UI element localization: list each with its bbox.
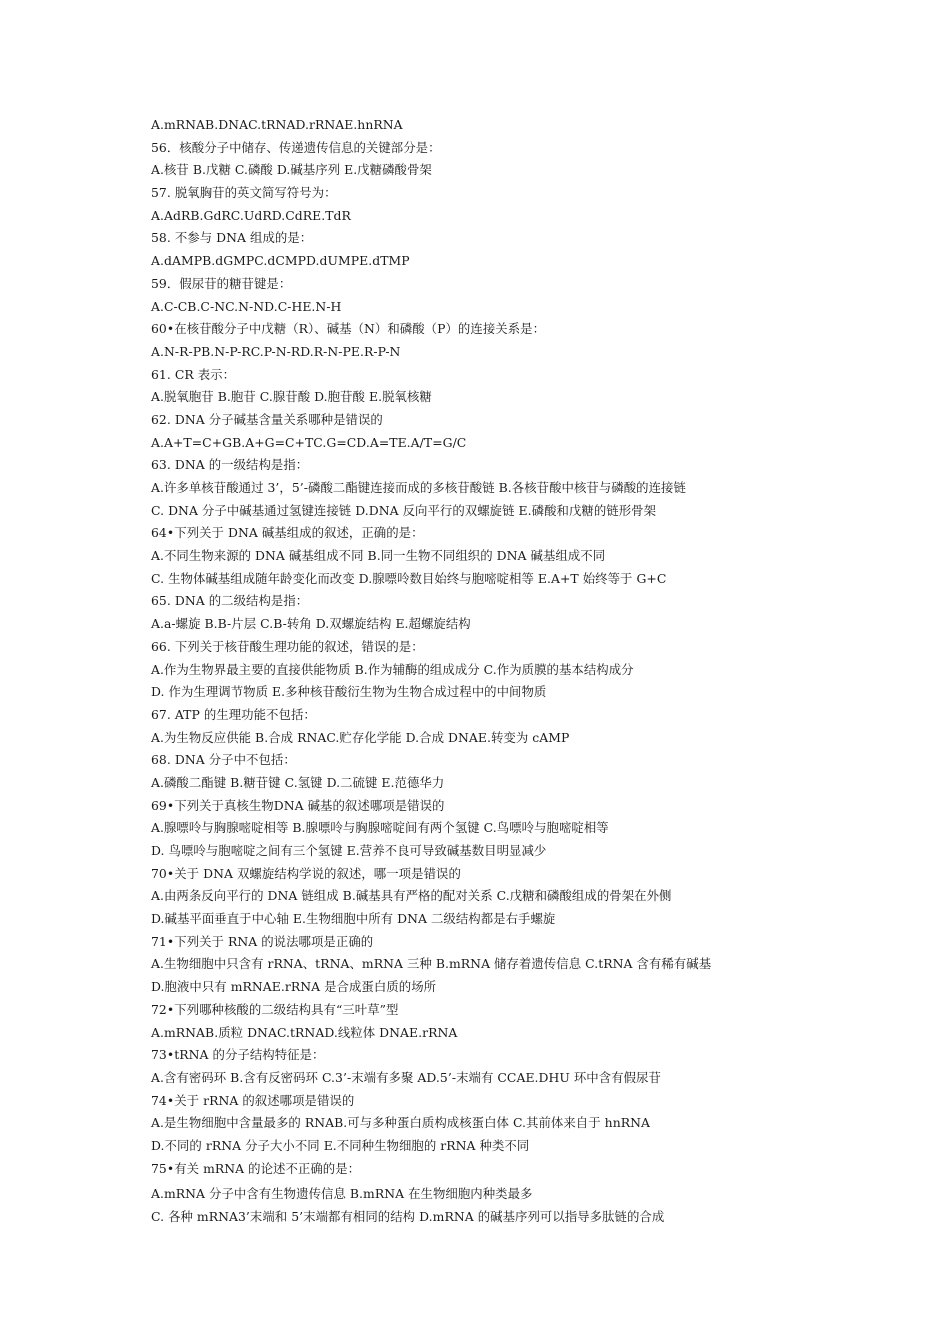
question-list <box>151 114 911 1229</box>
text-line: A.a-螺旋 B.B-片层 C.B-转角 D.双螺旋结构 E.超螺旋结构 <box>151 616 471 632</box>
text-line: A.AdRB.GdRC.UdRD.CdRE.TdR <box>151 207 351 223</box>
text-line: A.为生物反应供能 B.合成 RNAC.贮存化学能 D.合成 DNAE.转变为 cAMP <box>151 729 570 745</box>
text-line: D.不同的 rRNA 分子大小不同 E.不同种生物细胞的 rRNA 种类不同 <box>151 1137 530 1153</box>
text-line: 64•下列关于 DNA 碱基组成的叙述，正确的是： <box>151 525 424 541</box>
text-line: 63. DNA 的一级结构是指： <box>151 457 309 473</box>
text-line: A.生物细胞中只含有 rRNA、tRNA、mRNA 三种 B.mRNA 储存着遗传信息 C.tRNA 含有稀有碱基 <box>151 956 712 972</box>
text-line: C. DNA 分子中碱基通过氢键连接链 D.DNA 反向平行的双螺旋链 E.磷酸和戊糖的链形骨架 <box>151 502 657 518</box>
text-line: A.mRNAB.质粒 DNAC.tRNAD.线粒体 DNAE.rRNA <box>151 1024 458 1040</box>
text-line: A.是生物细胞中含量最多的 RNAB.可与多种蛋白质构成核蛋白体 C.其前体来自于 hnRNA <box>151 1115 650 1131</box>
text-line: A.N-R-PB.N-P-RC.P-N-RD.R-N-PE.R-P-N <box>151 343 401 359</box>
text-line: D. 鸟嘌呤与胞嘧啶之间有三个氢键 E.营养不良可导致碱基数目明显减少 <box>151 843 547 858</box>
text-line: A.许多单核苷酸通过 3’，5’-磷酸二酯键连接而成的多核苷酸链 B.各核苷酸中核苷与磷酸的连接链 <box>151 480 686 495</box>
text-line: A.核苷 B.戊糖 C.磷酸 D.碱基序列 E.戊糖磷酸骨架 <box>151 162 432 178</box>
text-line: A.作为生物界最主要的直接供能物质 B.作为辅酶的组成成分 C.作为质膜的基本结构成分 <box>151 661 634 677</box>
text-line: A.不同生物来源的 DNA 碱基组成不同 B.同一生物不同组织的 DNA 碱基组成不同 <box>151 548 606 564</box>
text-line: 74•关于 rRNA 的叙述哪项是错误的 <box>151 1092 355 1108</box>
text-line: A.腺嘌呤与胸腺嘧啶相等 B.腺嘌呤与胸腺嘧啶间有两个氢键 C.鸟嘌呤与胞嘧啶相等 <box>151 820 609 836</box>
text-line: 75•有关 mRNA 的论述不正确的是： <box>151 1160 361 1176</box>
text-line: 73•tRNA 的分子结构特征是： <box>151 1047 325 1063</box>
text-line: D.碱基平面垂直于中心轴 E.生物细胞中所有 DNA 二级结构都是右手螺旋 <box>151 911 556 927</box>
text-line: 56．核酸分子中储存、传递遗传信息的关键部分是： <box>151 139 441 155</box>
text-line: 71•下列关于 RNA 的说法哪项是正确的 <box>151 933 374 949</box>
text-line: A.含有密码环 B.含有反密码环 C.3’-末端有多聚 AD.5’-末端有 CCAE.DHU 环中含有假尿苷 <box>151 1069 661 1085</box>
text-line: C. 各种 mRNA3’末端和 5’末端都有相同的结构 D.mRNA 的碱基序列可以指导多肽链的合成 <box>151 1209 665 1224</box>
text-line: A.mRNAB.DNAC.tRNAD.rRNAE.hnRNA <box>151 117 403 132</box>
text-line: 70•关于 DNA 双螺旋结构学说的叙述，哪一项是错误的 <box>151 865 461 881</box>
text-line: 65. DNA 的二级结构是指： <box>151 593 309 609</box>
text-line: 58. 不参与 DNA 组成的是： <box>151 230 313 246</box>
text-line: A.mRNA 分子中含有生物遗传信息 B.mRNA 在生物细胞内种类最多 <box>151 1186 533 1202</box>
text-line: 72•下列哪种核酸的二级结构具有“三叶草”型 <box>151 1001 399 1017</box>
text-line: D. 作为生理调节物质 E.多种核苷酸衍生物为生物合成过程中的中间物质 <box>151 684 547 700</box>
text-line: 62. DNA 分子碱基含量关系哪种是错误的 <box>151 411 383 427</box>
text-line: A.脱氧胞苷 B.胞苷 C.腺苷酸 D.胞苷酸 E.脱氧核糖 <box>151 389 432 405</box>
text-line: 69•下列关于真核生物DNA 碱基的叙述哪项是错误的 <box>151 797 445 813</box>
text-line: 67. ATP 的生理功能不包括： <box>151 706 316 722</box>
text-line: 57. 脱氧胸苷的英文简写符号为： <box>151 185 337 201</box>
text-line: 60•在核苷酸分子中戊糖（R）、碱基（N）和磷酸（P）的连接关系是： <box>151 321 546 337</box>
text-line: 59．假尿苷的糖苷键是： <box>151 275 292 291</box>
text-line: A.磷酸二酯键 B.糖苷键 C.氢键 D.二硫键 E.范德华力 <box>151 774 445 790</box>
text-line: 66. 下列关于核苷酸生理功能的叙述，错误的是： <box>151 638 424 654</box>
text-line: C. 生物体碱基组成随年龄变化而改变 D.腺嘌呤数目始终与胞嘧啶相等 E.A+T 始终等于 G+C <box>151 570 667 586</box>
text-line: A.C-CB.C-NC.N-ND.C-HE.N-H <box>151 298 342 314</box>
text-line: A.A+T=C+GB.A+G=C+TC.G=CD.A=TE.A/T=G/C <box>151 434 467 450</box>
text-line: D.胞液中只有 mRNAE.rRNA 是合成蛋白质的场所 <box>151 979 437 995</box>
text-line: 61. CR 表示： <box>151 366 236 382</box>
text-line: A.由两条反向平行的 DNA 链组成 B.碱基具有严格的配对关系 C.戊糖和磷酸组成的骨架在外侧 <box>151 888 672 904</box>
text-line: 68. DNA 分子中不包括： <box>151 752 296 768</box>
text-line: A.dAMPB.dGMPC.dCMPD.dUMPE.dTMP <box>151 253 410 269</box>
